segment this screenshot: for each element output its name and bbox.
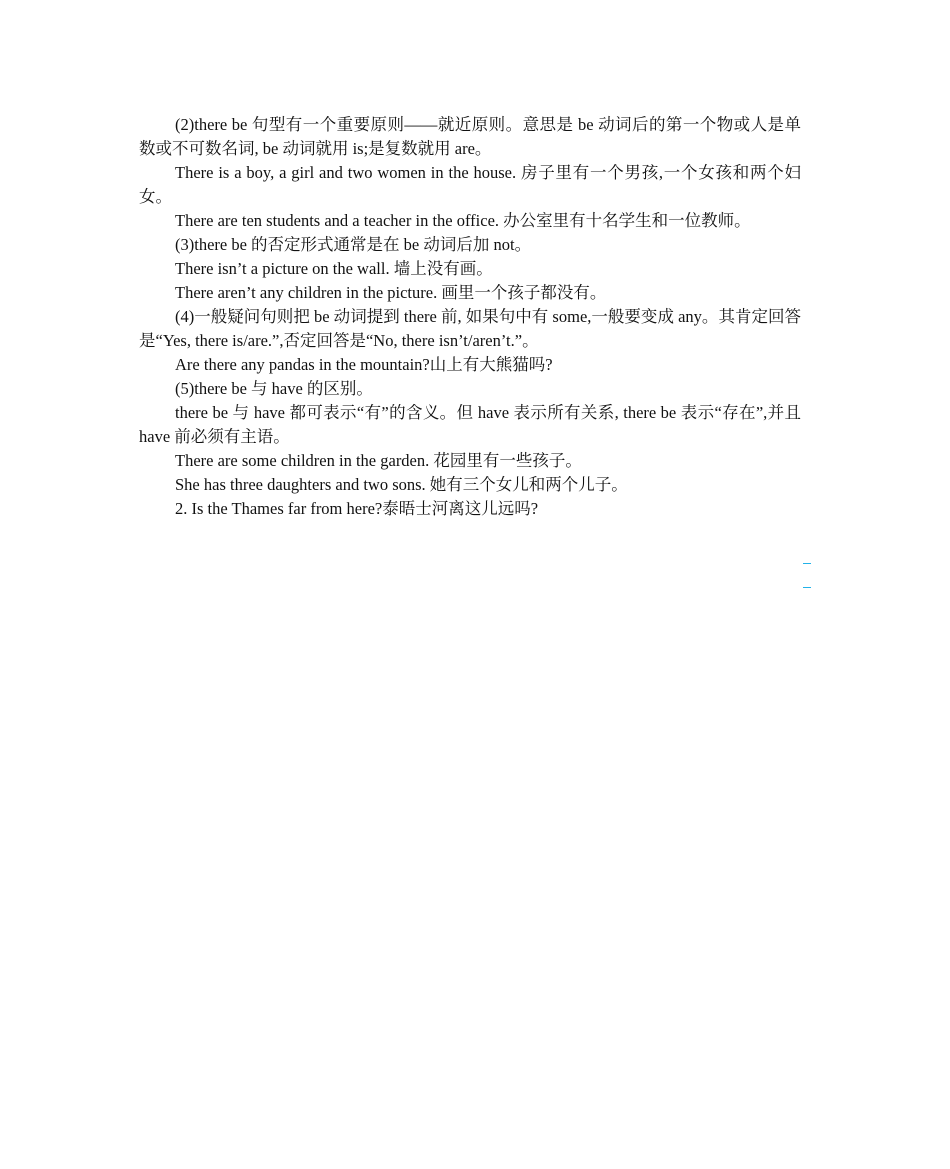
paragraph-rule-3: (3)there be 的否定形式通常是在 be 动词后加 not。 [175,235,532,254]
paragraph-have-vs-there-be: there be 与 have 都可表示“有”的含义。但 have 表示所有关系, there be 表示“存在”,并且 have 前必须有主语。 [139,403,801,446]
margin-tick-mark [803,587,811,588]
paragraph-rule-5: (5)there be 与 have 的区别。 [175,379,373,398]
paragraph-example-daughters: She has three daughters and two sons. 她有三个女儿和两个儿子。 [175,475,628,494]
paragraph-example-garden: There are some children in the garden. 花园里有一些孩子。 [175,451,582,470]
paragraph-example-wall: There isn’t a picture on the wall. 墙上没有画。 [175,259,493,278]
paragraph-example-office: There are ten students and a teacher in the office. 办公室里有十名学生和一位教师。 [175,211,751,230]
document-body [139,113,801,521]
paragraph-example-house: There is a boy, a girl and two women in the house. 房子里有一个男孩,一个女孩和两个妇女。 [139,163,801,206]
paragraph-rule-2: (2)there be 句型有一个重要原则——就近原则。意思是 be 动词后的第一个物或人是单数或不可数名词, be 动词就用 is;是复数就用 are。 [139,115,801,158]
paragraph-example-pandas: Are there any pandas in the mountain?山上有大熊猫吗? [175,355,553,374]
paragraph-example-picture: There aren’t any children in the picture. 画里一个孩子都没有。 [175,283,607,302]
paragraph-question-thames: 2. Is the Thames far from here?泰晤士河离这儿远吗? [175,499,539,518]
paragraph-rule-4: (4)一般疑问句则把 be 动词提到 there 前, 如果句中有 some,一般要变成 any。其肯定回答是“Yes, there is/are.”,否定回答是“No, there isn’t/aren’t.”。 [139,307,801,350]
margin-tick-mark [803,563,811,564]
